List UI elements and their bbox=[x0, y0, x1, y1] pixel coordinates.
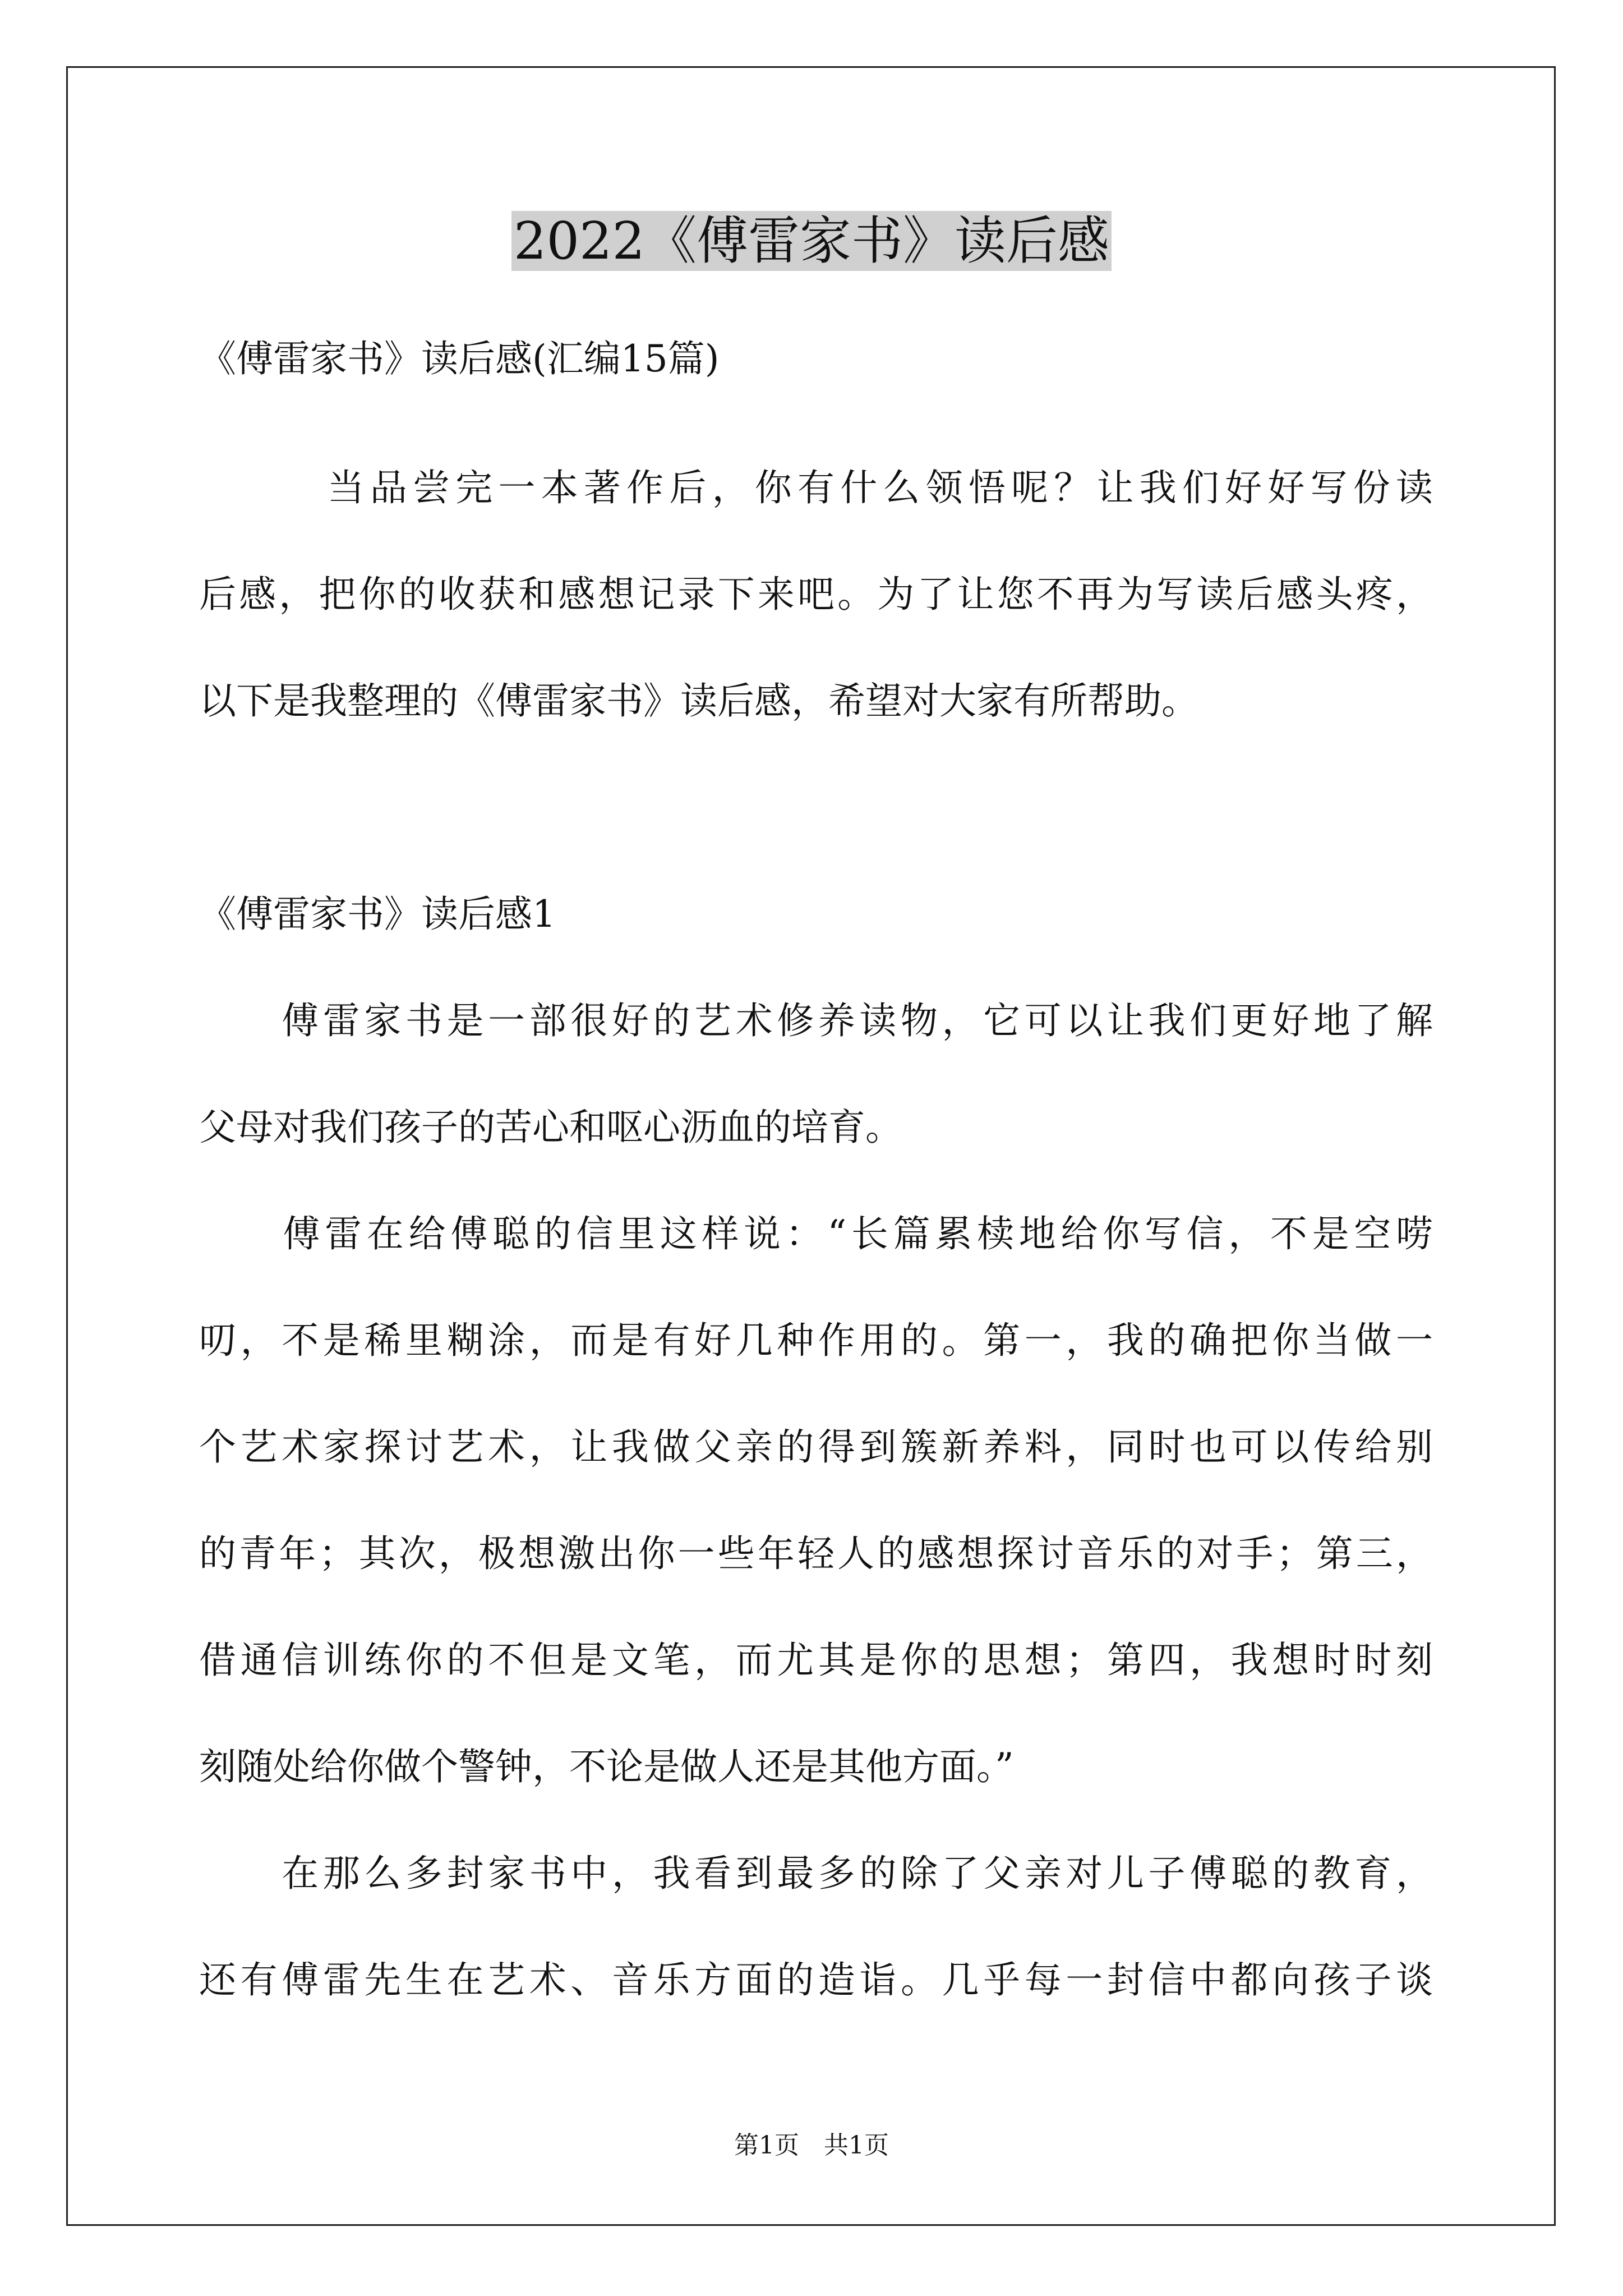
body-line-4: 叨，不是稀里糊涂，而是有好几种作用的。第一，我的确把你当做一 bbox=[199, 1319, 1433, 1362]
body-line-10: 还有傅雷先生在艺术、音乐方面的造诣。几乎每一封信中都向孩子谈 bbox=[199, 1958, 1433, 2001]
document-title-text: 2022《傅雷家书》读后感 bbox=[511, 211, 1112, 271]
body-line-8: 刻随处给你做个警钟，不论是做人还是其他方面。” bbox=[199, 1745, 1014, 1788]
body-line-9: 在那么多封家书中，我看到最多的除了父亲对儿子傅聪的教育， bbox=[199, 1852, 1433, 1895]
body-line-2: 父母对我们孩子的苦心和呕心沥血的培育。 bbox=[199, 1106, 902, 1149]
intro-line-1: 当品尝完一本著作后，你有什么领悟呢？让我们好好写份读 bbox=[199, 466, 1433, 509]
document-subtitle: 《傅雷家书》读后感(汇编15篇) bbox=[199, 337, 720, 380]
body-line-7: 借通信训练你的不但是文笔，而尤其是你的思想；第四，我想时时刻 bbox=[199, 1639, 1433, 1682]
page-footer: 第1页 共1页 bbox=[734, 2131, 889, 2160]
body-line-5: 个艺术家探讨艺术，让我做父亲的得到簇新养料，同时也可以传给别 bbox=[199, 1425, 1433, 1469]
body-line-3: 傅雷在给傅聪的信里这样说：“长篇累椟地给你写信，不是空唠 bbox=[199, 1212, 1433, 1255]
document-title bbox=[0, 199, 1623, 283]
body-line-1: 傅雷家书是一部很好的艺术修养读物，它可以让我们更好地了解 bbox=[199, 999, 1433, 1042]
intro-line-3: 以下是我整理的《傅雷家书》读后感，希望对大家有所帮助。 bbox=[199, 679, 1198, 723]
intro-line-2: 后感，把你的收获和感想记录下来吧。为了让您不再为写读后感头疼， bbox=[199, 573, 1433, 616]
section-heading: 《傅雷家书》读后感1 bbox=[199, 892, 556, 936]
body-line-6: 的青年；其次，极想激出你一些年轻人的感想探讨音乐的对手；第三， bbox=[199, 1532, 1433, 1575]
